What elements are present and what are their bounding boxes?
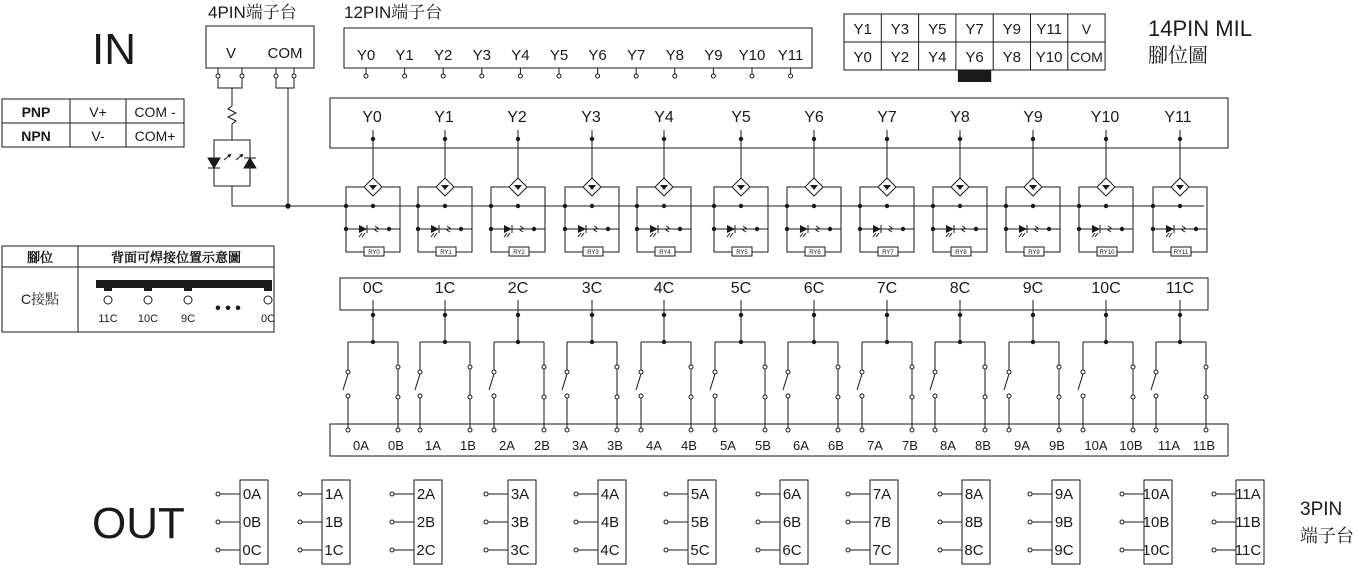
pin12-pin (750, 74, 754, 78)
out-terminal-label: 6B (782, 514, 802, 531)
contact-label-a: 2A (499, 438, 515, 453)
pin12-label: Y3 (472, 47, 491, 64)
polarity-npn-v: V- (91, 128, 105, 144)
out-terminal-label: 3C (510, 542, 530, 559)
led-icon (800, 225, 808, 233)
mil14-connector (844, 14, 1105, 82)
input-label: Y2 (507, 109, 527, 126)
relay-label: RY11 (1173, 250, 1189, 256)
contact-label-b: 3B (607, 438, 623, 453)
out-terminal-label: 9C (1054, 542, 1074, 559)
common-terminal-box (340, 278, 1208, 310)
mil14-pin-label: Y1 (853, 21, 872, 38)
out-terminal-block (484, 480, 536, 564)
out-terminal-label: 11C (1234, 542, 1262, 559)
out-terminal-label: 6A (782, 486, 802, 503)
out-terminal-block (1028, 480, 1080, 564)
contact-label-b: 8B (975, 438, 991, 453)
polarity-pnp-com: COM - (134, 104, 176, 120)
pin-label: 11C (98, 313, 118, 325)
pin4-pins (216, 68, 296, 78)
pin12-pin (441, 74, 445, 78)
out-terminal-label: 7C (872, 542, 892, 559)
led-icon (1019, 225, 1027, 233)
led-icon (946, 225, 954, 233)
common-label: 9C (1022, 280, 1044, 297)
pin12-label: Y7 (627, 47, 646, 64)
led-icon (873, 225, 881, 233)
out-terminal-label: 2B (416, 514, 436, 531)
solder-pad-icon (104, 296, 112, 304)
input-label: Y6 (804, 109, 824, 126)
contact-label-b: 10B (1119, 438, 1143, 453)
polarity-pnp-v: V+ (89, 104, 107, 120)
out-terminal-block (846, 480, 898, 564)
input-label: Y9 (1023, 109, 1043, 126)
common-label: 10C (1091, 280, 1121, 297)
mil14-pin-label: Y7 (965, 21, 984, 38)
out-terminal-label: 5B (690, 514, 710, 531)
pin12-label: Y10 (738, 47, 766, 64)
contact-label-b: 1B (460, 438, 476, 453)
solder-pad-icon (184, 296, 192, 304)
polarity-table (2, 99, 184, 147)
polarity-npn-com: COM+ (134, 128, 176, 144)
out-terminal-label: 1B (324, 514, 344, 531)
relay-label: RY6 (809, 250, 821, 256)
input-label: Y5 (731, 109, 751, 126)
led-icon (359, 225, 367, 233)
pin12-pin (557, 74, 561, 78)
pin3-subtitle: 端子台 (1300, 526, 1354, 546)
pin12-pin (789, 74, 793, 78)
contact-label-a: 9A (1014, 438, 1030, 453)
contact-label-a: 1A (425, 438, 441, 453)
contact-label-a: 3A (572, 438, 588, 453)
out-terminal-label: 8B (964, 514, 984, 531)
pin12-pin (634, 74, 638, 78)
out-terminal-label: 5C (690, 542, 710, 559)
polarity-npn: NPN (21, 128, 51, 144)
out-terminal-label: 0C (242, 542, 262, 559)
mil14-pin-label: Y6 (965, 49, 984, 66)
pin12-pin (480, 74, 484, 78)
relay-label: RY0 (368, 250, 380, 256)
pin12-pin (673, 74, 677, 78)
pin3-title: 3PIN (1300, 499, 1343, 520)
mil14-key-notch (958, 70, 991, 82)
mil14-pin-label: Y8 (1002, 49, 1022, 66)
out-terminal-block (1120, 480, 1172, 564)
contact-label-b: 0B (388, 438, 404, 453)
contact-label-b: 7B (902, 438, 918, 453)
contact-label-b: 11B (1192, 438, 1216, 453)
pin4-title: 4PIN端子台 (208, 3, 297, 22)
led-icon (1166, 225, 1174, 233)
out-terminal-label: 4A (600, 486, 620, 503)
common-label: 3C (581, 280, 603, 297)
mil14-pin-label: COM (1070, 49, 1103, 65)
led-icon (650, 225, 658, 233)
relay-label: RY3 (587, 250, 599, 256)
output-terminals (216, 480, 1264, 564)
led-icon (431, 225, 439, 233)
mil14-pin-label: Y10 (1035, 49, 1063, 66)
common-label: 5C (730, 280, 752, 297)
pin12-pin (518, 74, 522, 78)
pin-table-header-1: 腳位 (26, 250, 54, 265)
out-terminal-label: 11A (1235, 486, 1261, 503)
out-terminal-label: 10B (1142, 514, 1170, 531)
relay-label: RY8 (955, 250, 967, 256)
led-icon (578, 225, 586, 233)
solder-pad-icon (144, 296, 152, 304)
led-icon (1092, 225, 1100, 233)
pin-label: 9C (180, 313, 196, 325)
pin12-title: 12PIN端子台 (344, 3, 443, 22)
board-edge-bar (96, 280, 272, 288)
contact-label-a: 5A (720, 438, 736, 453)
input-label: Y8 (950, 109, 970, 126)
pin12-label: Y2 (434, 47, 453, 64)
contact-label-a: 6A (793, 438, 809, 453)
out-terminal-label: 2C (416, 542, 436, 559)
pin12-pin (711, 74, 715, 78)
out-terminal-label: 3A (510, 486, 530, 503)
relay-label: RY1 (440, 250, 452, 256)
input-label: Y7 (877, 109, 897, 126)
pin12-label: Y1 (395, 47, 414, 64)
out-terminal-label: 8C (964, 542, 984, 559)
out-terminal-label: 9A (1054, 486, 1074, 503)
common-label: 6C (803, 280, 825, 297)
pin12-label: Y4 (511, 47, 530, 64)
out-terminal-label: 7A (872, 486, 892, 503)
pin4-com-label: COM (267, 45, 303, 62)
mil14-pin-label: Y3 (890, 21, 910, 38)
pin12-pin (364, 74, 368, 78)
out-terminal-label: 6C (782, 542, 802, 559)
led-icon (727, 225, 735, 233)
out-terminal-label: 0A (242, 486, 262, 503)
out-terminal-block (216, 480, 268, 564)
out-terminal-block (664, 480, 716, 564)
mil14-subtitle: 腳位圖 (1148, 45, 1208, 67)
out-terminal-label: 9B (1054, 514, 1074, 531)
led-icon (504, 225, 512, 233)
out-terminal-label: 3B (510, 514, 530, 531)
common-label: 1C (434, 280, 456, 297)
polarity-pnp: PNP (21, 104, 51, 120)
input-label: Y4 (654, 109, 674, 126)
mil14-pin-label: Y9 (1002, 21, 1022, 38)
input-label: Y11 (1164, 109, 1192, 126)
common-label: 7C (876, 280, 898, 297)
common-label: 4C (653, 280, 675, 297)
relay-label: RY9 (1028, 250, 1040, 256)
pin12-label: Y6 (588, 47, 607, 64)
relay-label: RY5 (736, 250, 748, 256)
contact-label-b: 6B (828, 438, 844, 453)
out-title: OUT (92, 499, 185, 548)
mil14-pin-label: Y4 (928, 49, 947, 66)
contact-label-a: 8A (940, 438, 956, 453)
out-terminal-label: 8A (964, 486, 984, 503)
pin12-label: Y9 (704, 47, 723, 64)
contact-label-a: 11A (1157, 438, 1181, 453)
relay-label: RY10 (1099, 250, 1115, 256)
input-label: Y1 (434, 109, 454, 126)
common-label: 8C (949, 280, 971, 297)
relay-label: RY4 (659, 250, 671, 256)
mil14-pin-label: Y2 (890, 49, 910, 66)
contact-label-b: 4B (681, 438, 697, 453)
out-terminal-block (390, 480, 442, 564)
pin-table-header-2: 背面可焊接位置示意圖 (110, 250, 242, 265)
pin-ellipsis: • • • (215, 300, 241, 317)
contact-label-a: 7A (867, 438, 883, 453)
pin4-v-label: V (225, 45, 237, 62)
common-label: 11C (1165, 280, 1195, 297)
pin12-label: Y11 (777, 47, 804, 64)
contact-label-a: 10A (1084, 438, 1108, 453)
pin12-pin (596, 74, 600, 78)
out-terminal-label: 11B (1235, 514, 1261, 531)
input-label: Y0 (362, 109, 382, 126)
contact-label-a: 4A (646, 438, 662, 453)
out-terminal-block (574, 480, 626, 564)
mil14-pin-label: Y11 (1036, 21, 1062, 38)
out-terminal-block (756, 480, 808, 564)
mil14-pin-label: Y5 (928, 21, 947, 38)
solder-pad-icon (264, 296, 272, 304)
out-terminal-label: 2A (416, 486, 436, 503)
contact-label-b: 2B (534, 438, 550, 453)
out-terminal-label: 10C (1142, 542, 1170, 559)
contact-label-a: 0A (353, 438, 369, 453)
out-terminal-block (938, 480, 990, 564)
common-label: 2C (507, 280, 529, 297)
pin-table-row-label: C接點 (20, 291, 60, 307)
mil14-pin-label: V (1081, 21, 1092, 37)
common-label: 0C (362, 280, 384, 297)
relay-label: RY7 (882, 250, 894, 256)
out-terminal-label: 10A (1142, 486, 1170, 503)
out-terminal-label: 5A (690, 486, 710, 503)
relay-label: RY2 (513, 250, 525, 256)
pin12-label: Y0 (356, 47, 376, 64)
mil14-pin-label: Y0 (853, 49, 872, 66)
out-terminal-block (298, 480, 350, 564)
contact-label-b: 9B (1049, 438, 1065, 453)
pin-position-table (2, 246, 275, 332)
pin12-label: Y8 (665, 47, 684, 64)
out-terminal-label: 1A (324, 486, 344, 503)
input-label: Y3 (581, 109, 601, 126)
contact-label-b: 5B (755, 438, 771, 453)
input-optocoupler (208, 78, 330, 208)
out-terminal-label: 4B (600, 514, 620, 531)
pin-label: 10C (137, 313, 159, 325)
out-terminal-block (1212, 480, 1264, 564)
pin-label: 0C (260, 313, 276, 325)
out-terminal-label: 1C (324, 542, 344, 559)
in-title: IN (92, 25, 136, 74)
mil14-title: 14PIN MIL (1148, 16, 1252, 41)
out-terminal-label: 7B (872, 514, 892, 531)
input-label: Y10 (1090, 109, 1120, 126)
pin12-label: Y5 (549, 47, 569, 64)
pin12-pin (403, 74, 407, 78)
out-terminal-label: 4C (600, 542, 620, 559)
out-terminal-label: 0B (242, 514, 262, 531)
